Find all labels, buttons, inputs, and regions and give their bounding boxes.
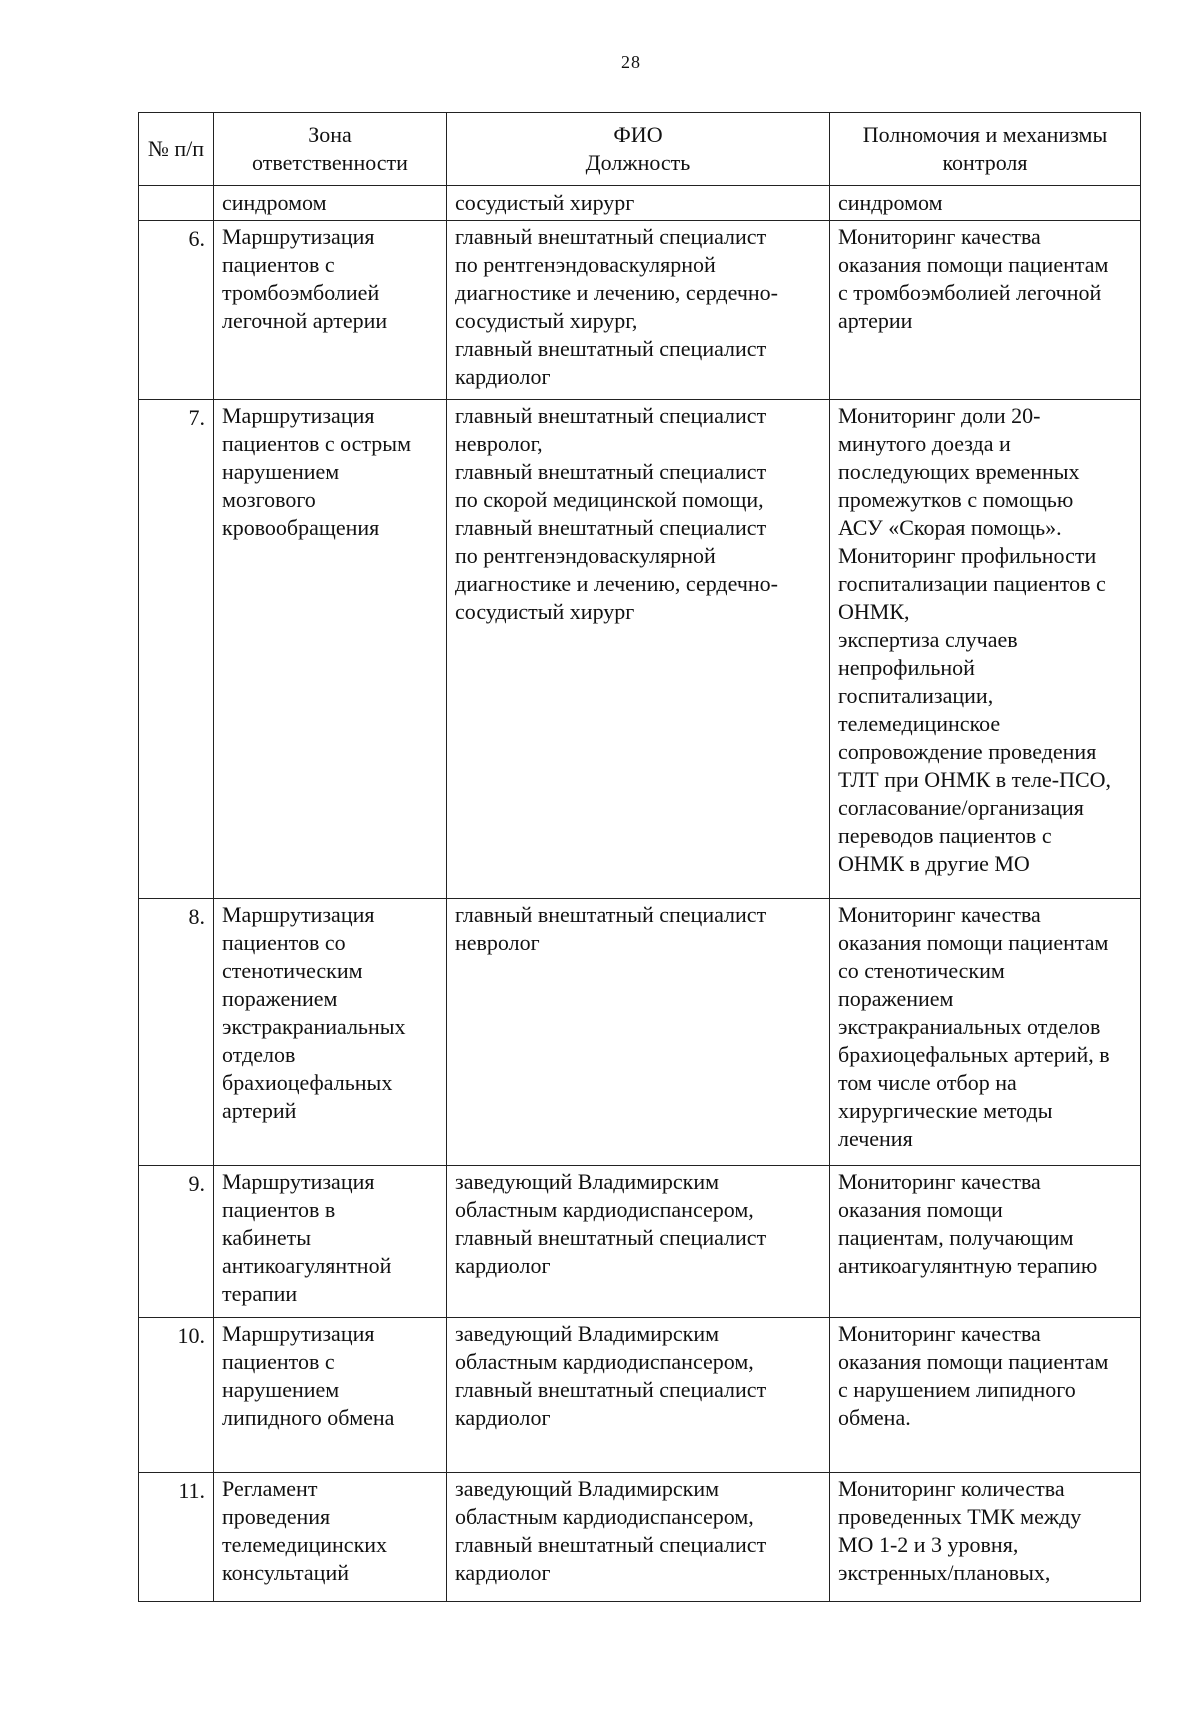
table-row-continuation: [139, 186, 1141, 221]
table-row: [139, 899, 1141, 1166]
responsibility-table: [138, 112, 1141, 1602]
table-row: [139, 1473, 1141, 1602]
row-person: главный внештатный специалист невролог: [447, 899, 830, 1166]
row-zone: Маршрутизация пациентов в кабинеты антикоагулянтной терапии: [214, 1166, 447, 1318]
row-zone: синдромом: [214, 186, 447, 221]
header-number: № п/п: [139, 113, 214, 186]
row-control: Мониторинг качества оказания помощи пациентам со стенотическим поражением экстракраниальных отделов брахиоцефальных артерий, в том числе отбор на хирургические методы лечения: [830, 899, 1141, 1166]
row-number: 8.: [139, 899, 214, 1166]
table-row: [139, 400, 1141, 899]
row-zone: Маршрутизация пациентов с тромбоэмболией легочной артерии: [214, 221, 447, 400]
row-control: Мониторинг качества оказания помощи пациентам с тромбоэмболией легочной артерии: [830, 221, 1141, 400]
row-zone: Маршрутизация пациентов со стенотическим поражением экстракраниальных отделов брахиоцефальных артерий: [214, 899, 447, 1166]
table-row: [139, 221, 1141, 400]
header-control: Полномочия и механизмы контроля: [830, 113, 1141, 186]
row-person: заведующий Владимирским областным кардиодиспансером, главный внештатный специалист кардиолог: [447, 1473, 830, 1602]
row-number: 6.: [139, 221, 214, 400]
row-person: главный внештатный специалист невролог, главный внештатный специалист по скорой медицинской помощи, главный внештатный специалист по рентгенэндоваскулярной диагностике и лечению, сердечно- сосудистый хирург: [447, 400, 830, 899]
row-person: сосудистый хирург: [447, 186, 830, 221]
row-person: заведующий Владимирским областным кардиодиспансером, главный внештатный специалист кардиолог: [447, 1318, 830, 1473]
table-row: [139, 1166, 1141, 1318]
header-zone: Зона ответственности: [214, 113, 447, 186]
row-control: Мониторинг качества оказания помощи пациентам с нарушением липидного обмена.: [830, 1318, 1141, 1473]
row-control: синдромом: [830, 186, 1141, 221]
row-control: Мониторинг количества проведенных ТМК между МО 1-2 и 3 уровня, экстренных/плановых,: [830, 1473, 1141, 1602]
row-person: главный внештатный специалист по рентгенэндоваскулярной диагностике и лечению, сердечно- сосудистый хирург, главный внештатный специалист кардиолог: [447, 221, 830, 400]
row-zone: Маршрутизация пациентов с нарушением липидного обмена: [214, 1318, 447, 1473]
page-number: 28: [621, 52, 641, 72]
row-number: 10.: [139, 1318, 214, 1473]
row-number: 7.: [139, 400, 214, 899]
row-number: [139, 186, 214, 221]
row-zone: Регламент проведения телемедицинских консультаций: [214, 1473, 447, 1602]
table-row: [139, 1318, 1141, 1473]
row-person: заведующий Владимирским областным кардиодиспансером, главный внештатный специалист кардиолог: [447, 1166, 830, 1318]
header-person: ФИО Должность: [447, 113, 830, 186]
table-header-row: [139, 113, 1141, 186]
row-zone: Маршрутизация пациентов с острым нарушением мозгового кровообращения: [214, 400, 447, 899]
row-control: Мониторинг качества оказания помощи пациентам, получающим антикоагулянтную терапию: [830, 1166, 1141, 1318]
row-control: Мониторинг доли 20- минутого доезда и последующих временных промежутков с помощью АСУ «Скорая помощь». Мониторинг профильности госпитализации пациентов с ОНМК, экспертиза случаев непрофильной госпитализации, телемедицинское сопровождение проведения ТЛТ при ОНМК в теле-ПСО, согласование/организация переводов пациентов с ОНМК в другие МО: [830, 400, 1141, 899]
row-number: 11.: [139, 1473, 214, 1602]
row-number: 9.: [139, 1166, 214, 1318]
